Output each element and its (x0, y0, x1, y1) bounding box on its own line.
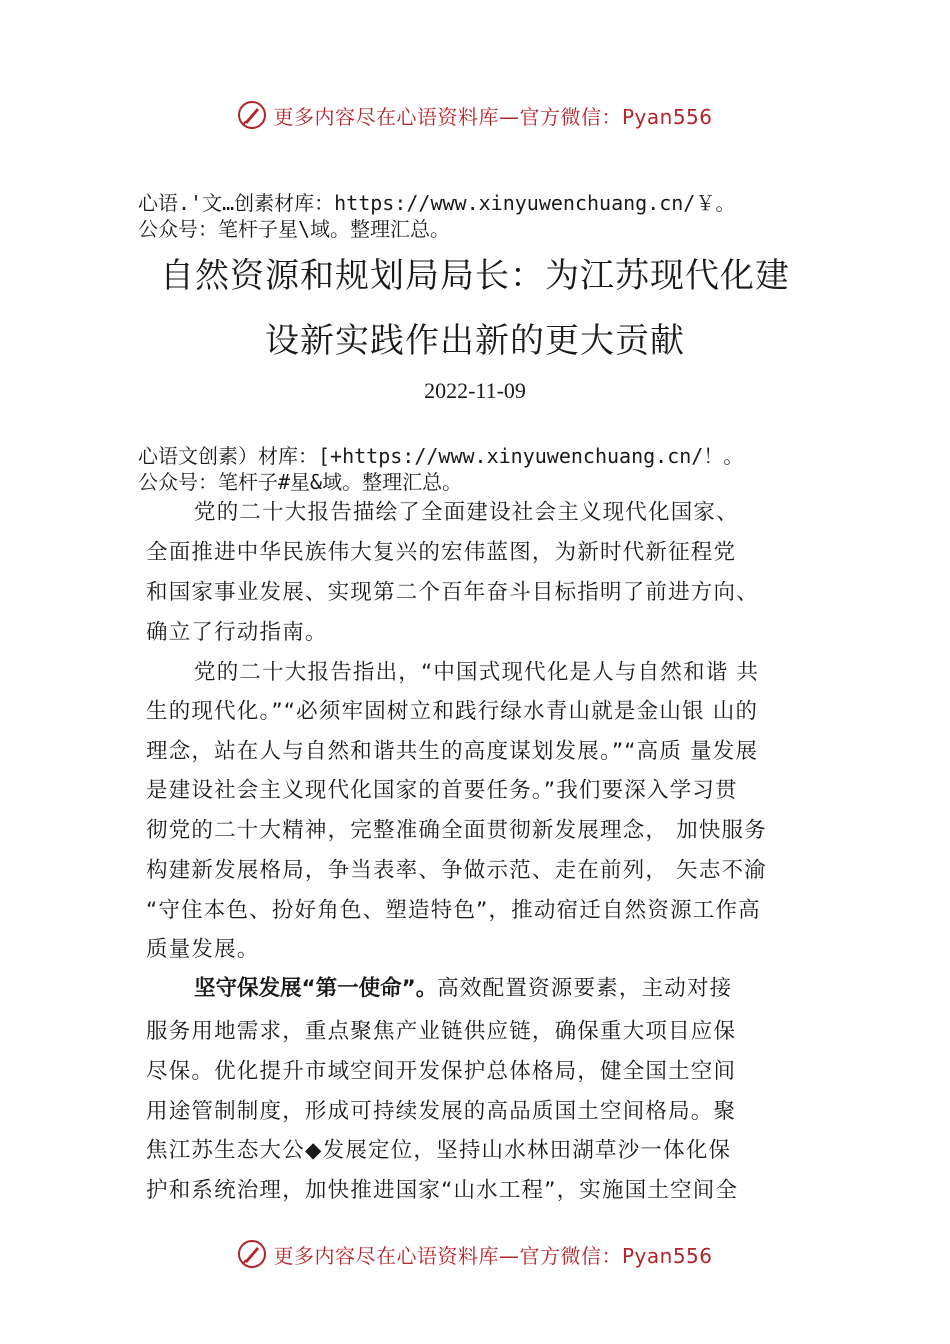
body-line: 和国家事业发展、实现第二个百年奋斗目标指明了前进方向、 (146, 580, 759, 605)
body-line: 用途管制制度，形成可持续发展的高品质国土空间格局。聚 (146, 1099, 737, 1124)
body-line: 党的二十大报告指出，“中国式现代化是人与自然和谐 共 (194, 660, 760, 685)
body-line: 焦江苏生态大公◆发展定位，坚持山水林田湖草沙一体化保 (146, 1138, 732, 1163)
wechat-handle: Pyan556 (621, 104, 713, 129)
body-line: 全面推进中华民族伟大复兴的宏伟蓝图，为新时代新征程党 (146, 540, 737, 565)
body-line: “守住本色、扮好角色、塑造特色”，推动宿迁自然资源工作高 (146, 898, 761, 923)
article-title-line-2: 设新实践作出新的更大贡献 (265, 321, 685, 361)
banner-label: 更多内容尽在心语资料库—官方微信： (273, 104, 622, 129)
body-line-rest: 高效配置资源要素，主动对接 (437, 976, 733, 1001)
footer-banner (0, 1234, 950, 1274)
body-line: 构建新发展格局，争当表率、争做示范、走在前列， 矢志不渝 (146, 858, 767, 883)
body-line: 尽保。优化提升市域空间开发保护总体格局，健全国土空间 (146, 1059, 737, 1084)
body-line: 党的二十大报告描绘了全面建设社会主义现代化国家、 (194, 500, 739, 525)
body-line-with-lead (194, 974, 732, 1004)
body-line: 彻党的二十大精神，完整准确全面贯彻新发展理念， 加快服务 (146, 818, 767, 843)
body-line: 是建设社会主义现代化国家的首要任务。”我们要深入学习贯 (146, 778, 738, 803)
body-line: 服务用地需求，重点聚焦产业链供应链，确保重大项目应保 (146, 1019, 737, 1044)
bold-lead: 坚守保发展“第一使命”。 (194, 976, 438, 1001)
source-note-line: 公众号：笔杆子#星&域。整理汇总。 (138, 470, 463, 494)
body-line: 理念，站在人与自然和谐共生的高度谋划发展。”“高质 量发展 (146, 739, 759, 764)
source-note-line: 公众号：笔杆子星\域。整理汇总。 (138, 217, 451, 241)
banner-label: 更多内容尽在心语资料库—官方微信： (273, 1243, 622, 1268)
source-note-line: 心语.'文…创素材库：https://www.xinyuwenchuang.cn/￥。 (138, 191, 736, 215)
body-line: 质量发展。 (146, 937, 260, 962)
banner-text (273, 1240, 712, 1269)
body-line: 生的现代化。”“必须牢固树立和践行绿水青山就是金山银 山的 (146, 699, 759, 724)
article-date: 2022-11-09 (424, 378, 526, 403)
header-banner (0, 95, 950, 135)
body-line: 护和系统治理，加快推进国家“山水工程”，实施国土空间全 (146, 1178, 739, 1203)
body-line: 确立了行动指南。 (146, 620, 328, 645)
source-note-middle (138, 443, 838, 495)
source-note-line: 心语文创素）材库：[+https://www.xinyuwenchuang.cn/！。 (138, 444, 744, 468)
banner-text (273, 101, 712, 130)
source-note-top (138, 190, 838, 242)
wechat-handle: Pyan556 (621, 1243, 713, 1268)
quill-pen-logo-icon (237, 1239, 267, 1269)
article-title-line-1: 自然资源和规划局局长：为江苏现代化建 (160, 256, 790, 296)
quill-pen-logo-icon (237, 100, 267, 130)
